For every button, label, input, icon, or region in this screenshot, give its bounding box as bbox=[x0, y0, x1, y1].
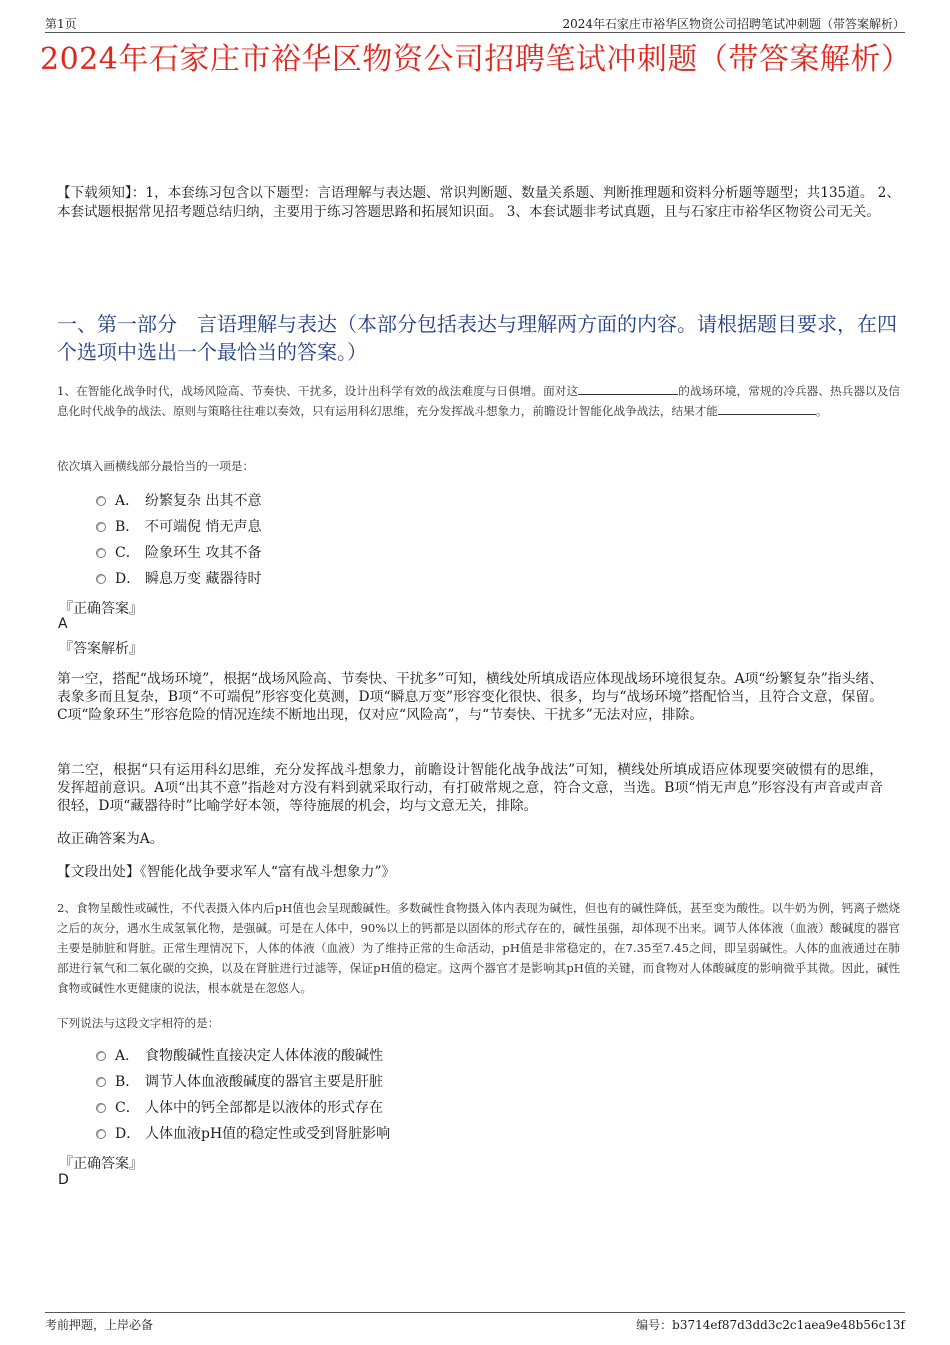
question-1-text: 1、在智能化战争时代，战场风险高、节奏快、干扰多，设计出科学有效的战法难度与日俱增。面对这 的战场环境，常规的冷兵器、热兵器以及信息化时代战争的战法、原则与策略往往难以奏效，只有运用科幻思维，充分发挥战斗想象力，前瞻设计智能化战争战法，结果才能 。 bbox=[57, 384, 900, 418]
radio-button-icon[interactable] bbox=[96, 522, 106, 532]
question-1-prompt: 依次填入画横线部分最恰当的一项是： bbox=[57, 459, 255, 473]
page-header bbox=[45, 12, 905, 33]
question-2-text: 2、食物呈酸性或碱性，不代表摄入体内后pH值也会呈现酸碱性。多数碱性食物摄入体内表现为碱性，但也有的碱性降低，甚至变为酸性。以牛奶为例，钙离子燃烧之后的灰分，遇水生成氢氧化物，是强碱。可是在人体中，90%以上的钙都是以固体的形式存在的，碱性虽强，却体现不出来。调节人体体液（血液）酸碱度的器官主要是肺脏和肾脏。正常生理情况下，人体的体液（血液）为了维持正常的生命活动，pH值是非常稳定的，在7.35至7.45之间，即呈弱碱性。人体的血液通过在肺部进行氧气和二氧化碳的交换，以及在肾脏进行过滤等，保证pH值的稳定。这两个器官才是影响其pH值的关键，而食物对人体酸碱度的影响微乎其微。因此，碱性食物或碱性水更健康的说法，根本就是在忽悠人。 bbox=[57, 901, 900, 995]
option-a[interactable]: A． 纷繁复杂 出其不意 bbox=[96, 488, 261, 514]
option-b[interactable]: B． 不可端倪 悄无声息 bbox=[96, 514, 261, 540]
correct-answer: A bbox=[58, 616, 68, 632]
radio-button-icon[interactable] bbox=[96, 1103, 106, 1113]
radio-button-icon[interactable] bbox=[96, 1077, 106, 1087]
download-notice: 【下载须知】：1，本套练习包含以下题型：言语理解与表达题、常识判断题、数量关系题、判断推理题和资料分析题等题型；共135道。 2、本套试题根据常见招考题总结归纳，主要用于练习答题思路和拓展知识面。 3、本套试题非考试真题，且与石家庄市裕华区物资公司无关。 bbox=[57, 185, 900, 220]
option-a[interactable]: A． 食物酸碱性直接决定人体体液的酸碱性 bbox=[96, 1043, 390, 1069]
source-citation: 【文段出处】《智能化战争要求军人“富有战斗想象力”》 bbox=[57, 864, 396, 880]
document-serial-number: 编号：b3714ef87d3dd3c2c1aea9e48b56c13f bbox=[636, 1318, 905, 1332]
blank-2 bbox=[718, 402, 816, 415]
option-d[interactable]: D． 瞬息万变 藏器待时 bbox=[96, 566, 261, 592]
analysis-paragraph-1: 第一空，搭配“战场环境”，根据“战场风险高、节奏快、干扰多”可知，横线处所填成语应体现战场环境很复杂。A项“纷繁复杂”指头绪、表象多而且复杂，B项“不可端倪”形容变化莫测，D项“瞬息万变”形容变化很快、很多，均与“战场环境”搭配恰当，且符合文意，保留。C项“险象环生”形容危险的情况连续不断地出现，仅对应“风险高”，与“节奏快、干扰多”无法对应，排除。 bbox=[57, 671, 883, 723]
radio-button-icon[interactable] bbox=[96, 548, 106, 558]
blank-1 bbox=[578, 382, 678, 395]
option-c[interactable]: C． 险象环生 攻其不备 bbox=[96, 540, 261, 566]
question-2-options bbox=[96, 1043, 390, 1147]
radio-button-icon[interactable] bbox=[96, 496, 106, 506]
header-doc-title: 2024年石家庄市裕华区物资公司招聘笔试冲刺题（带答案解析） bbox=[562, 17, 905, 31]
analysis-label: 『答案解析』 bbox=[59, 641, 143, 657]
page-footer bbox=[45, 1312, 905, 1335]
analysis-paragraph-2: 第二空，根据“只有运用科幻思维，充分发挥战斗想象力，前瞻设计智能化战争战法”可知，横线处所填成语应体现要突破惯有的思维，发挥超前意识。A项“出其不意”指趁对方没有料到就采取行动，有打破常规之意，符合文意，当选。B项“悄无声息”形容没有声音或声音很轻，D项“藏器待时”比喻学好本领，等待施展的机会，均与文意无关，排除。 bbox=[57, 762, 883, 814]
radio-button-icon[interactable] bbox=[96, 574, 106, 584]
question-2-prompt: 下列说法与这段文字相符的是： bbox=[57, 1016, 220, 1030]
analysis-conclusion: 故正确答案为A。 bbox=[57, 831, 164, 847]
option-d[interactable]: D． 人体血液pH值的稳定性或受到肾脏影响 bbox=[96, 1121, 390, 1147]
correct-answer-label: 『正确答案』 bbox=[59, 601, 143, 617]
question-1-options bbox=[96, 488, 261, 592]
section-title: 一、第一部分 言语理解与表达（本部分包括表达与理解两方面的内容。请根据题目要求，在四个选项中选出一个最恰当的答案。） bbox=[57, 312, 897, 364]
footer-slogan: 考前押题，上岸必备 bbox=[45, 1318, 154, 1332]
radio-button-icon[interactable] bbox=[96, 1129, 106, 1139]
correct-answer-label: 『正确答案』 bbox=[59, 1156, 143, 1172]
option-c[interactable]: C． 人体中的钙全部都是以液体的形式存在 bbox=[96, 1095, 390, 1121]
page-number: 第1页 bbox=[45, 17, 77, 31]
option-b[interactable]: B． 调节人体血液酸碱度的器官主要是肝脏 bbox=[96, 1069, 390, 1095]
radio-button-icon[interactable] bbox=[96, 1051, 106, 1061]
correct-answer: D bbox=[58, 1172, 69, 1188]
document-title: 2024年石家庄市裕华区物资公司招聘笔试冲刺题（带答案解析） bbox=[40, 42, 912, 77]
